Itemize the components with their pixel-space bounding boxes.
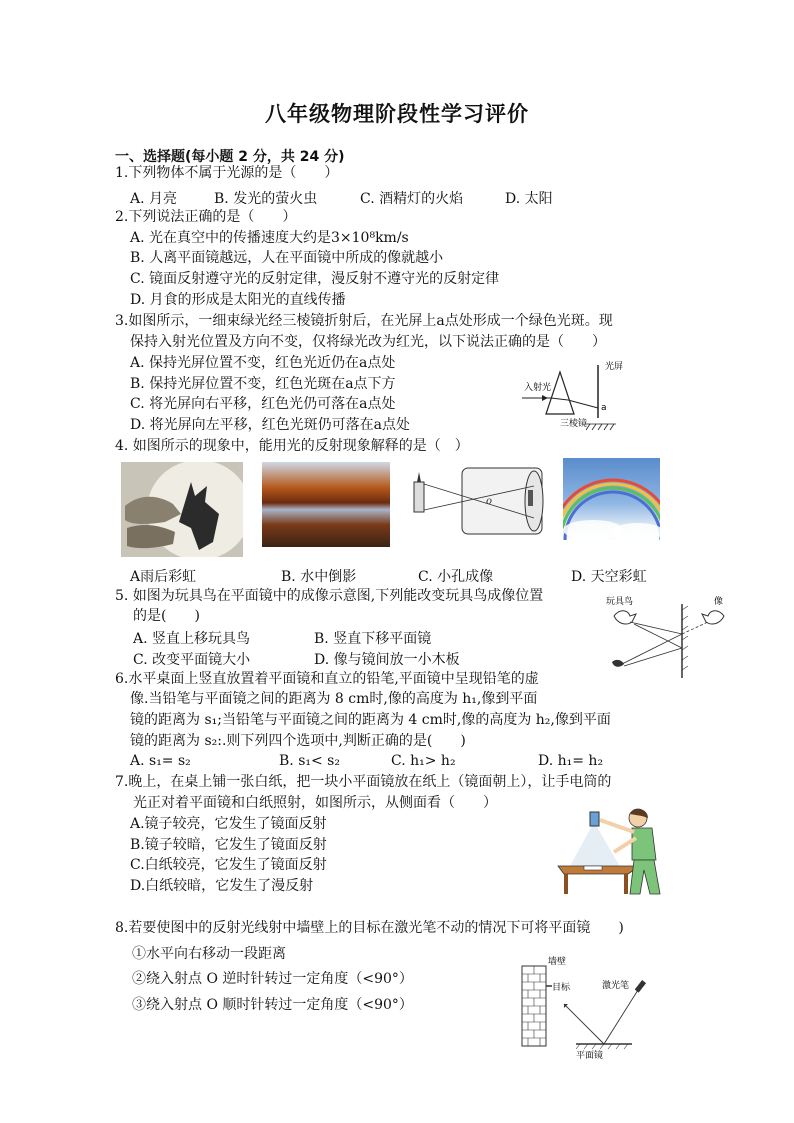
person-legs (630, 860, 660, 894)
q4-option-d: D. 天空彩虹 (571, 569, 647, 585)
laser-mirror-figure (518, 952, 668, 1060)
reflected-ray (564, 1004, 604, 1044)
svg-text:o: o (486, 496, 493, 507)
q6-line3: 镜的距离为 s₁;当铅笔与平面镜之间的距离为 4 cm时,像的高度为 h₂,像到平面 (130, 712, 611, 728)
q1-option-c: C. 酒精灯的火焰 (360, 191, 464, 207)
laser-pen-icon (635, 980, 646, 993)
q5-option-c: C. 改变平面镜大小 (133, 652, 251, 668)
q1-option-a: A. 月亮 (130, 191, 178, 207)
mirror-on-paper (584, 866, 602, 870)
brick-wall (522, 966, 546, 1046)
q4-stem: 4. 如图所示的现象中，能用光的反射现象解释的是（ ） (115, 438, 469, 454)
eye-icon (612, 660, 624, 667)
q1-stem: 1.下列物体不属于光源的是（ ） (115, 165, 339, 181)
q7-option-c: C.白纸较亮，它发生了镜面反射 (130, 857, 327, 873)
pinhole-camera-image (410, 462, 550, 542)
q8-item-1: ①水平向右移动一段距离 (132, 946, 286, 962)
q7-option-b: B.镜子较暗，它发生了镜面反射 (130, 837, 327, 853)
q3-stem-line2: 保持入射光位置及方向不变，仅将绿光改为红光，以下说法正确的是（ ） (130, 334, 606, 350)
screen-label: 光屏 (605, 362, 624, 372)
incident-ray (604, 990, 638, 1044)
bird-image-icon (702, 611, 724, 624)
q8-item-2: ②绕入射点 O 逆时针转过一定角度（<90°） (132, 971, 413, 987)
wall-label: 墙壁 (548, 957, 567, 967)
image-label: 像 (714, 597, 724, 607)
page-title: 八年级物理阶段性学习评价 (265, 102, 529, 126)
q4-option-a: A雨后彩虹 (130, 569, 197, 585)
toy-bird-icon (614, 611, 636, 624)
q2-option-a: A. 光在真空中的传播速度大约是3×10⁸km/s (130, 230, 409, 246)
prism-figure (520, 360, 660, 432)
shadow-puppet-image (121, 462, 243, 557)
q1-option-d: D. 太阳 (505, 191, 553, 207)
q7-option-a: A.镜子较亮，它发生了镜面反射 (130, 816, 327, 832)
q5-option-a: A. 竖直上移玩具鸟 (133, 631, 251, 647)
prism-shape (546, 372, 574, 414)
point-a-label: a (601, 403, 607, 413)
prism-label: 三棱镜 (560, 419, 588, 429)
q2-stem: 2.下列说法正确的是（ ） (115, 209, 297, 225)
laser-label: 激光笔 (602, 981, 630, 991)
q6-option-b: B. s₁< s₂ (279, 753, 340, 769)
q2-option-b: B. 人离平面镜越远，人在平面镜中所成的像就越小 (130, 250, 444, 266)
q4-option-b: B. 水中倒影 (281, 569, 357, 585)
lake-reflection-image (262, 462, 390, 547)
target-label: 目标 (552, 983, 571, 993)
q6-option-d: D. h₁= h₂ (538, 753, 604, 769)
mirror-label: 平面镜 (576, 1051, 604, 1060)
bird-label: 玩具鸟 (606, 597, 634, 607)
q3-option-d: D. 将光屏向左平移，红色光斑仍可落在a点处 (130, 417, 410, 433)
section-heading: 一、选择题(每小题 2 分，共 24 分) (115, 149, 345, 165)
q8-item-3: ③绕入射点 O 顺时针转过一定角度（<90°） (132, 997, 413, 1013)
q7-option-d: D.白纸较暗，它发生了漫反射 (130, 878, 314, 894)
light-cone (568, 822, 622, 870)
q1-option-b: B. 发光的萤火虫 (214, 191, 318, 207)
rainbow-image (563, 458, 660, 540)
q2-option-c: C. 镜面反射遵守光的反射定律，漫反射不遵守光的反射定律 (130, 271, 500, 287)
q3-option-a: A. 保持光屏位置不变，红色光近仍在a点处 (130, 355, 396, 371)
q5-option-d: D. 像与镜间放一小木板 (314, 652, 460, 668)
q3-option-b: B. 保持光屏位置不变，红色光斑在a点下方 (130, 376, 396, 392)
q7-stem-line1: 7.晚上，在桌上铺一张白纸，把一块小平面镜放在纸上（镜面朝上），让手电筒的 (115, 774, 612, 790)
person-shirt (632, 828, 656, 860)
q4-option-c: C. 小孔成像 (418, 569, 494, 585)
q6-line1: 6.水平桌面上竖直放置着平面镜和直立的铅笔,平面镜中呈现铅笔的虚 (115, 671, 539, 687)
q2-option-d: D. 月食的形成是太阳光的直线传播 (130, 292, 346, 308)
incident-label: 入射光 (524, 383, 552, 393)
q8-stem: 8.若要使图中的反射光线射中墙壁上的目标在激光笔不动的情况下可将平面镜 ) (115, 920, 624, 936)
q5-option-b: B. 竖直下移平面镜 (314, 631, 432, 647)
bird-mirror-figure (604, 594, 734, 680)
q6-line4: 镜的距离为 s₂:.则下列四个选项中,判断正确的是( ) (130, 733, 466, 749)
q7-stem-line2: 光正对着平面镜和白纸照射，如图所示，从侧面看（ ） (133, 795, 497, 811)
flashlight-icon (590, 812, 599, 826)
q3-stem-line1: 3.如图所示，一细束绿光经三棱镜折射后，在光屏上a点处形成一个绿色光斑。现 (115, 313, 613, 329)
q3-option-c: C. 将光屏向右平移，红色光仍可落在a点处 (130, 396, 396, 412)
q6-option-a: A. s₁= s₂ (130, 753, 191, 769)
q5-stem-line1: 5. 如图为玩具鸟在平面镜中的成像示意图,下列能改变玩具鸟成像位置 (115, 588, 544, 604)
q6-option-c: C. h₁> h₂ (391, 753, 456, 769)
flashlight-figure (556, 808, 682, 896)
q6-line2: 像.当铅笔与平面镜之间的距离为 8 cm时,像的高度为 h₁,像到平面 (130, 691, 538, 707)
q5-stem-line2: 的是( ) (133, 608, 200, 624)
